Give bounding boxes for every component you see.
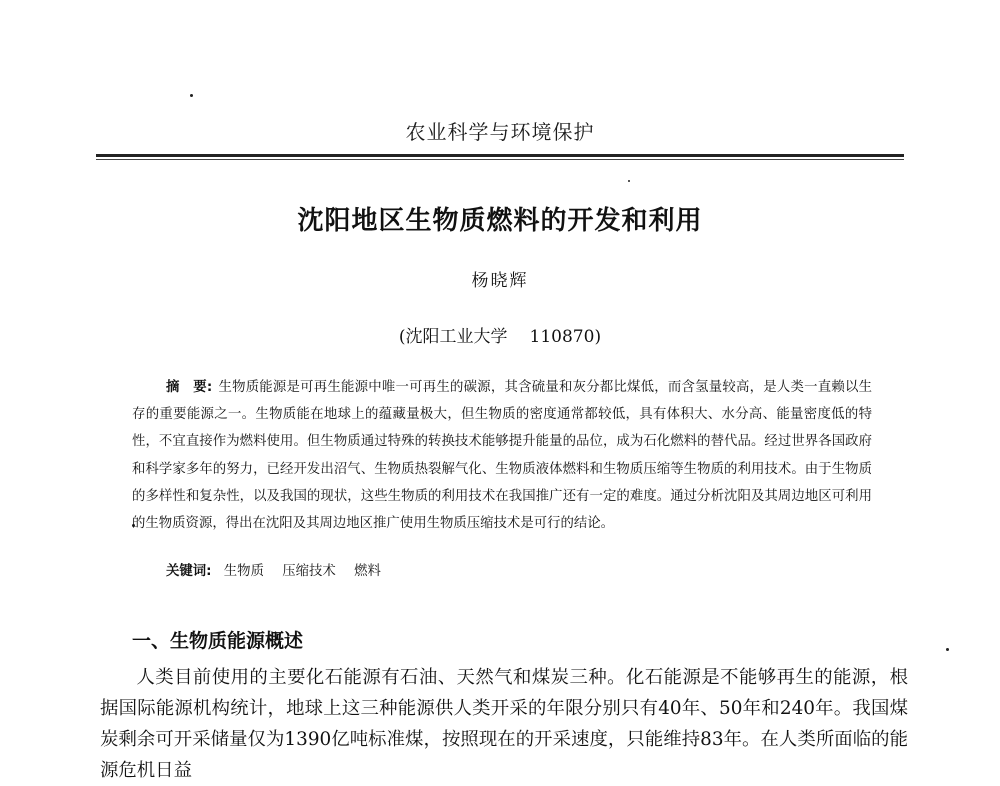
keyword: 压缩技术 [282, 564, 336, 579]
body-paragraph [100, 662, 908, 786]
header-rule-thick [96, 154, 904, 157]
affiliation-institution: (沈阳工业大学 [398, 327, 508, 347]
abstract-text: 生物质能源是可再生能源中唯一可再生的碳源，其含硫量和灰分都比煤低，而含氢量较高，是人类一直赖以生存的重要能源之一。生物质能在地球上的蕴藏量极大，但生物质的密度通常都较低，具有体积大、水分高、能量密度低的特性，不宜直接作为燃料使用。但生物质通过特殊的转换技术能够提升能量的品位，成为石化燃料的替代品。经过世界各国政府和科学家多年的努力，已经开发出沼气、生物质热裂解气化、生物质液体燃料和生物质压缩等生物质的利用技术。由于生物质的多样性和复杂性，以及我国的现状，这些生物质的利用技术在我国推广还有一定的难度。通过分析沈阳及其周边地区可利用的生物质资源，得出在沈阳及其周边地区推广使用生物质压缩技术是可行的结论。 [132, 380, 872, 532]
keyword: 生物质 [223, 564, 264, 579]
scan-speck [190, 94, 193, 97]
header-rule-thin [96, 159, 904, 160]
section-heading: 一、生物质能源概述 [132, 630, 304, 652]
abstract [132, 374, 872, 537]
keywords-label: 关键词: [166, 564, 212, 579]
scan-speck [946, 648, 949, 651]
article-title: 沈阳地区生物质燃料的开发和利用 [297, 206, 703, 236]
keyword: 燃料 [354, 564, 381, 579]
affiliation-zip: 110870) [529, 327, 602, 347]
body-paragraph-text: 人类目前使用的主要化石能源有石油、天然气和煤炭三种。化石能源是不能够再生的能源，根据国际能源机构统计，地球上这三种能源供人类开采的年限分别只有40年、50年和240年。我国煤炭剩余可开采储量仅为1390亿吨标准煤，按照现在的开采速度，只能维持83年。在人类所面临的能源危机日益 [100, 667, 908, 781]
scan-speck [628, 180, 630, 182]
journal-section-header: 农业科学与环境保护 [405, 120, 595, 144]
abstract-label: 摘 要: [166, 380, 213, 395]
keywords [166, 560, 395, 579]
author-affiliation [96, 322, 904, 347]
author-name: 杨晓辉 [471, 271, 529, 291]
